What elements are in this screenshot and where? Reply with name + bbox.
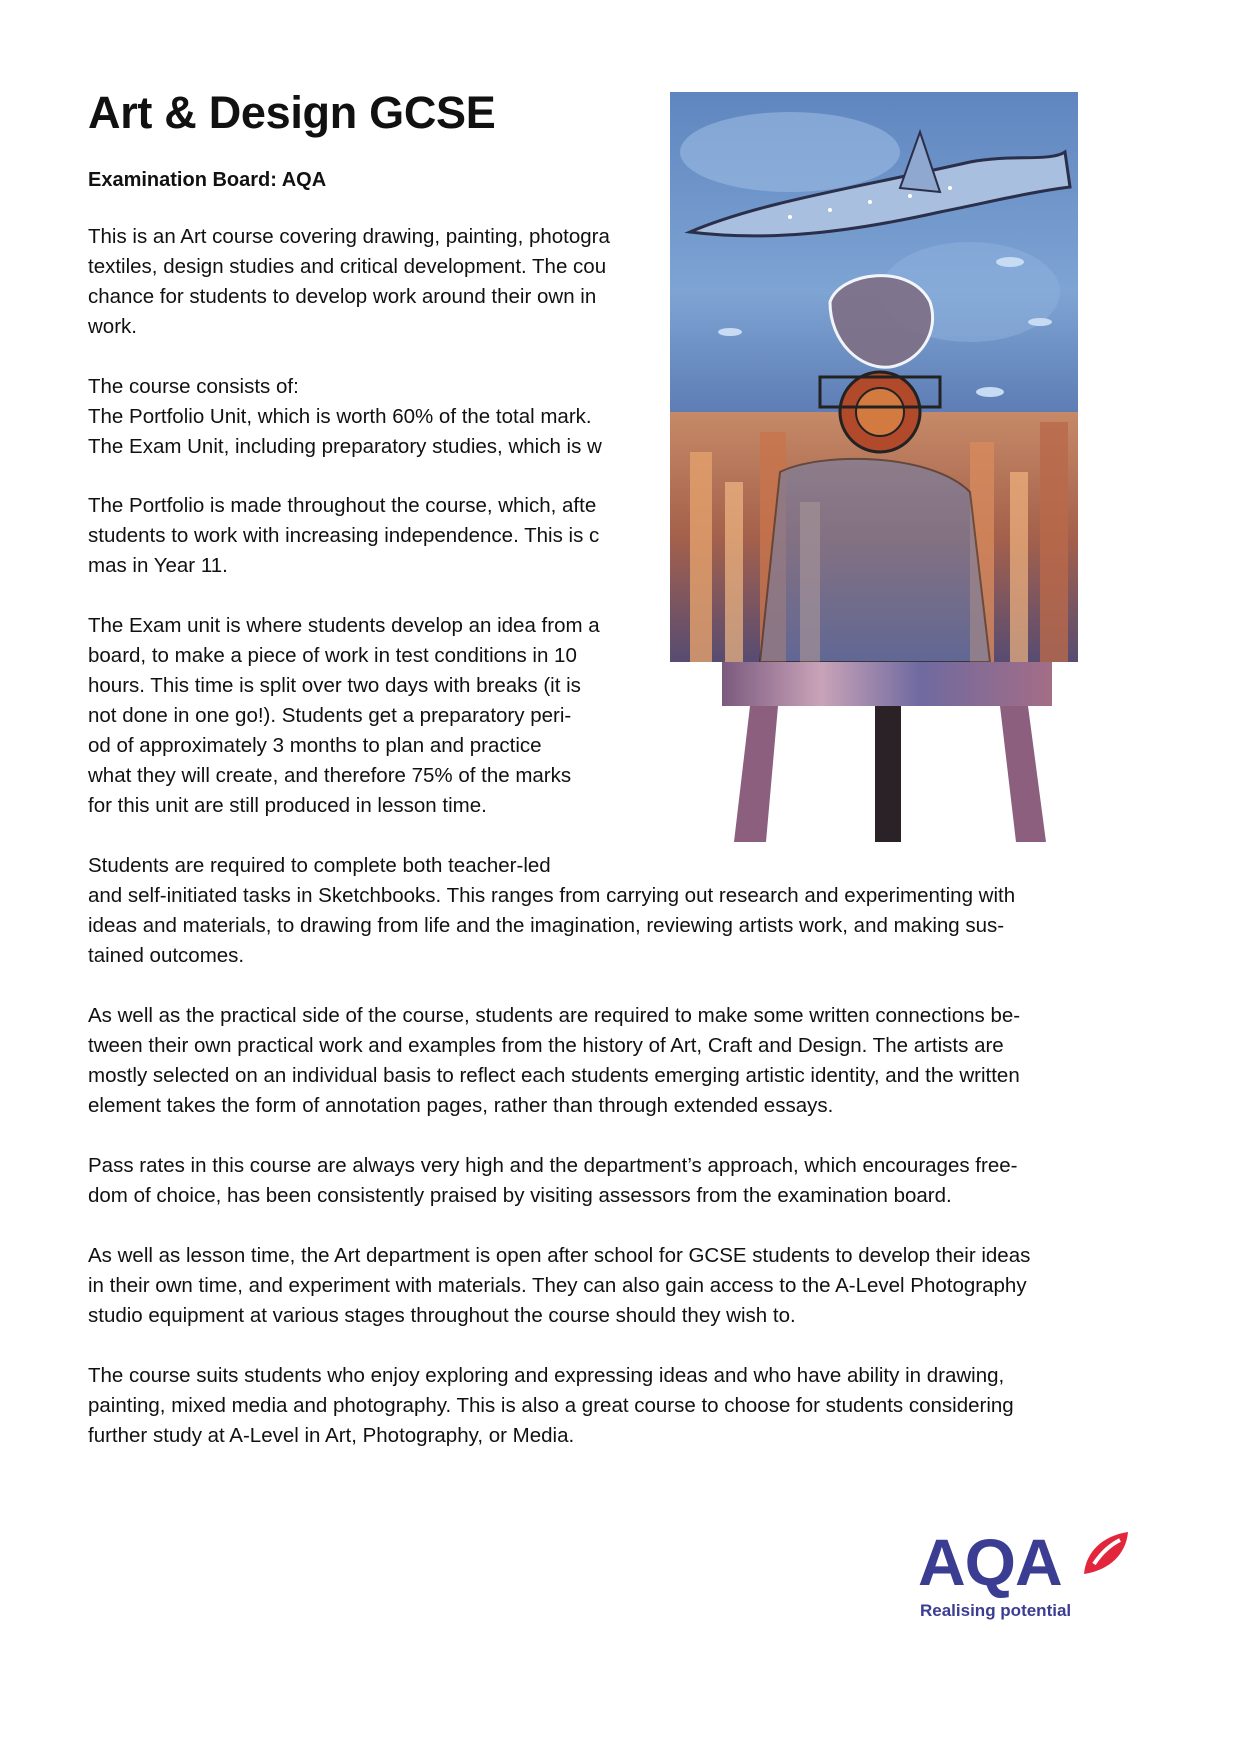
paragraph-line: tained outcomes. — [88, 944, 245, 967]
paragraph-line: and self-initiated tasks in Sketchbooks. This ranges from carrying out research and experimenting with — [88, 884, 1016, 907]
paragraph-line: The course suits students who enjoy exploring and expressing ideas and who have ability in drawing, — [88, 1364, 1005, 1387]
paragraph-line: The Portfolio Unit, which is worth 60% of the total mark. — [88, 405, 592, 428]
paragraph-line: for this unit are still produced in lesson time. — [88, 794, 487, 817]
paragraph-line: mas in Year 11. — [88, 554, 228, 577]
paragraph-line: work. — [88, 315, 137, 338]
paragraph-line: As well as lesson time, the Art department is open after school for GCSE students to develop their ideas — [88, 1244, 1031, 1267]
after-school-paragraph — [88, 1241, 1154, 1331]
sketchbooks-paragraph — [88, 851, 1154, 971]
paragraph-line: ideas and materials, to drawing from life and the imagination, reviewing artists work, and making sus- — [88, 914, 1005, 937]
paragraph-line: The Exam unit is where students develop an idea from a — [88, 614, 600, 637]
paragraph-line: mostly selected on an individual basis to reflect each students emerging artistic identity, and the written — [88, 1064, 1020, 1087]
logo-tagline: Realising potential — [920, 1601, 1072, 1620]
painting-on-easel-image — [670, 92, 1090, 842]
paragraph-line: The course consists of: — [88, 375, 299, 398]
paragraph-line: As well as the practical side of the course, students are required to make some written connections be- — [88, 1004, 1021, 1027]
paragraph-line: The Exam Unit, including preparatory studies, which is w — [88, 435, 602, 458]
paragraph-line: hours. This time is split over two days with breaks (it is — [88, 674, 581, 697]
pass-rates-paragraph — [88, 1151, 1154, 1211]
exam-board-label: Examination Board: AQA — [88, 169, 327, 191]
paragraph-line: in their own time, and experiment with materials. They can also gain access to the A-Level Photography — [88, 1274, 1027, 1297]
aqa-logo — [918, 1522, 1138, 1632]
paragraph-line: what they will create, and therefore 75% of the marks — [88, 764, 572, 787]
paragraph-line: od of approximately 3 months to plan and practice — [88, 734, 542, 757]
course-units-paragraph — [88, 372, 664, 462]
paragraph-line: studio equipment at various stages throughout the course should they wish to. — [88, 1304, 796, 1327]
paragraph-line: The Portfolio is made throughout the course, which, afte — [88, 494, 597, 517]
portfolio-paragraph — [88, 491, 664, 581]
paragraph-line: textiles, design studies and critical development. The cou — [88, 255, 607, 278]
paragraph-line: This is an Art course covering drawing, painting, photogra — [88, 225, 610, 248]
paragraph-line: tween their own practical work and examples from the history of Art, Craft and Design. The artists are — [88, 1034, 1004, 1057]
paragraph-line: Students are required to complete both teacher-led — [88, 854, 551, 877]
paragraph-line: Pass rates in this course are always very high and the department’s approach, which encourages free- — [88, 1154, 1018, 1177]
intro-paragraph — [88, 222, 664, 342]
painting-illustration — [670, 92, 1090, 842]
paragraph-line: chance for students to develop work around their own in — [88, 285, 597, 308]
page-title: Art & Design GCSE — [88, 87, 496, 138]
paragraph-line: dom of choice, has been consistently praised by visiting assessors from the examination board. — [88, 1184, 952, 1207]
paragraph-line: students to work with increasing independence. This is c — [88, 524, 600, 547]
paragraph-line: painting, mixed media and photography. This is also a great course to choose for students considering — [88, 1394, 1014, 1417]
paragraph-line: further study at A-Level in Art, Photography, or Media. — [88, 1424, 575, 1447]
paragraph-line: not done in one go!). Students get a preparatory peri- — [88, 704, 572, 727]
paragraph-line: board, to make a piece of work in test conditions in 10 — [88, 644, 577, 667]
aqa-leaf-icon — [1080, 1530, 1130, 1576]
logo-wordmark: AQA — [918, 1525, 1062, 1599]
written-connections-paragraph — [88, 1001, 1154, 1121]
paragraph-line: element takes the form of annotation pages, rather than through extended essays. — [88, 1094, 834, 1117]
course-suits-paragraph — [88, 1361, 1154, 1451]
exam-unit-paragraph — [88, 611, 664, 821]
